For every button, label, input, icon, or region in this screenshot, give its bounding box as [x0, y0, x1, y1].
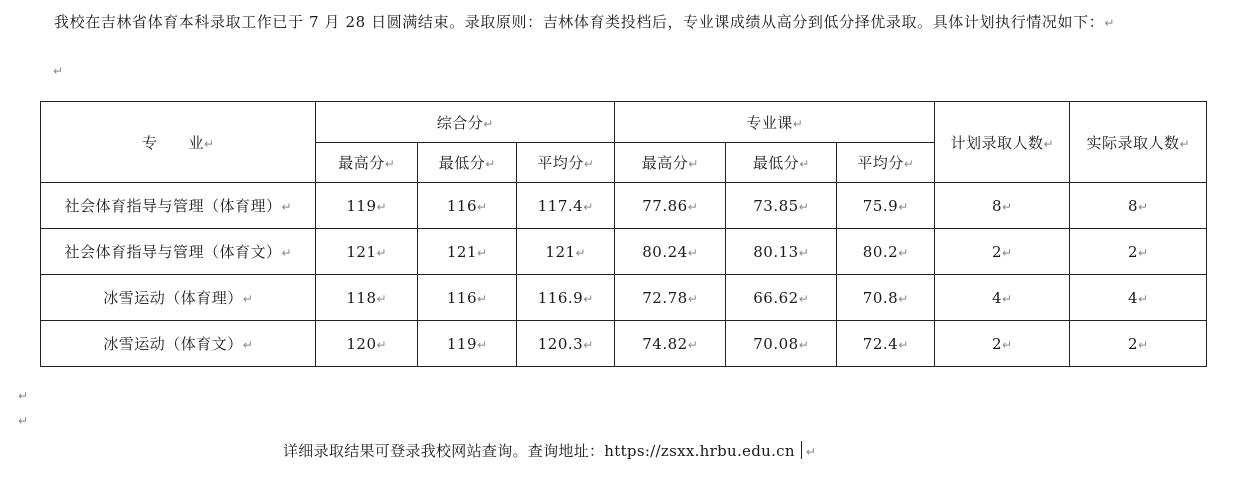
sub-header: 平均分↵	[837, 143, 935, 183]
spec-avg-cell: 80.2↵	[837, 229, 935, 275]
intro-text: 我校在吉林省体育本科录取工作已于 7 月 28 日圆满结束。录取原则：吉林体育类投档后，专业课成绩从高分到低分择优录取。具体计划执行情况如下：	[54, 13, 1105, 31]
comp-max-cell: 118↵	[316, 275, 418, 321]
table-row	[41, 229, 1207, 275]
sub-header: 最高分↵	[615, 143, 726, 183]
paragraph-mark-icon: ↵	[1104, 16, 1115, 30]
paragraph-mark-icon: ↵	[18, 414, 29, 428]
major-cell: 社会体育指导与管理（体育理）↵	[41, 183, 316, 229]
comp-avg-cell: 121↵	[517, 229, 615, 275]
sub-header: 最低分↵	[418, 143, 517, 183]
spec-max-cell: 77.86↵	[615, 183, 726, 229]
table-row	[41, 275, 1207, 321]
table-row	[41, 321, 1207, 367]
spec-min-cell: 80.13↵	[726, 229, 837, 275]
spec-avg-cell: 75.9↵	[837, 183, 935, 229]
planned-cell: 2↵	[935, 229, 1070, 275]
footer-line	[283, 438, 816, 465]
spec-min-cell: 66.62↵	[726, 275, 837, 321]
spec-avg-cell: 70.8↵	[837, 275, 935, 321]
comprehensive-score-header: 综合分↵	[316, 102, 615, 143]
table-header-row	[41, 102, 1207, 143]
actual-cell: 2↵	[1070, 321, 1207, 367]
actual-cell: 8↵	[1070, 183, 1207, 229]
sub-header: 最低分↵	[726, 143, 837, 183]
spec-min-cell: 73.85↵	[726, 183, 837, 229]
planned-cell: 2↵	[935, 321, 1070, 367]
major-cell: 冰雪运动（体育文）↵	[41, 321, 316, 367]
comp-max-cell: 120↵	[316, 321, 418, 367]
actual-cell: 2↵	[1070, 229, 1207, 275]
specialty-score-header: 专业课↵	[615, 102, 935, 143]
planned-cell: 8↵	[935, 183, 1070, 229]
comp-avg-cell: 117.4↵	[517, 183, 615, 229]
spec-max-cell: 72.78↵	[615, 275, 726, 321]
sub-header: 最高分↵	[316, 143, 418, 183]
comp-max-cell: 119↵	[316, 183, 418, 229]
planned-header: 计划录取人数↵	[935, 102, 1070, 183]
spec-max-cell: 74.82↵	[615, 321, 726, 367]
actual-cell: 4↵	[1070, 275, 1207, 321]
paragraph-mark-icon: ↵	[805, 445, 816, 459]
paragraph-mark-icon: ↵	[18, 389, 29, 403]
spec-max-cell: 80.24↵	[615, 229, 726, 275]
spec-avg-cell: 72.4↵	[837, 321, 935, 367]
comp-avg-cell: 120.3↵	[517, 321, 615, 367]
admission-table	[40, 101, 1207, 367]
sub-header: 平均分↵	[517, 143, 615, 183]
comp-min-cell: 116↵	[418, 183, 517, 229]
actual-header: 实际录取人数↵	[1070, 102, 1207, 183]
spec-min-cell: 70.08↵	[726, 321, 837, 367]
comp-avg-cell: 116.9↵	[517, 275, 615, 321]
intro-paragraph	[20, 8, 1236, 37]
table-row	[41, 183, 1207, 229]
paragraph-mark-icon: ↵	[53, 64, 64, 78]
major-cell: 社会体育指导与管理（体育文）↵	[41, 229, 316, 275]
comp-min-cell: 116↵	[418, 275, 517, 321]
footer-text[interactable]: 详细录取结果可登录我校网站查询。查询地址：https://zsxx.hrbu.edu.cn	[283, 442, 795, 460]
comp-max-cell: 121↵	[316, 229, 418, 275]
major-header: 专 业↵	[41, 102, 316, 183]
comp-min-cell: 119↵	[418, 321, 517, 367]
planned-cell: 4↵	[935, 275, 1070, 321]
major-cell: 冰雪运动（体育理）↵	[41, 275, 316, 321]
text-cursor	[801, 441, 802, 459]
comp-min-cell: 121↵	[418, 229, 517, 275]
